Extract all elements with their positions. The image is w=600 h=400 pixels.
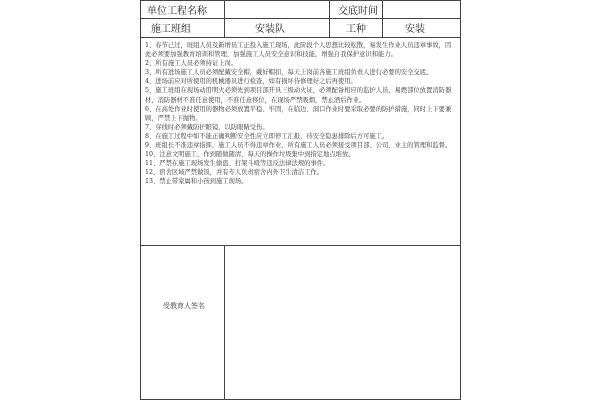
handover-time-field[interactable] <box>385 0 459 18</box>
project-name-label: 单位工程名称 <box>147 5 207 17</box>
list-item: 5、施工班组在现场动用明火必须先到项目部开具三级动火证，必须配备相应的监护人员，易燃部位放置消防器材，消防器材不准任意使用，不准任意移位，在现场严禁吸烟，禁止酒后作业。 <box>145 87 452 104</box>
list-item: 10、注意文明施工，作到随做随清，每天的操作垃圾集中到指定地点堆放。 <box>145 151 355 159</box>
signature-label: 受教育人签名 <box>163 302 205 310</box>
list-item: 3、所有进场施工人员必须配戴安全帽，戴好帽扣，每天上岗前各施工班组负责人进行必要的安全交底。 <box>145 69 433 77</box>
project-name-field[interactable] <box>227 0 327 18</box>
trade-value: 安装 <box>405 24 425 35</box>
row-divider <box>141 37 460 38</box>
team-value: 安装队 <box>255 24 285 35</box>
list-item: 2、所有施工人员必须持证上岗。 <box>145 60 238 68</box>
column-divider <box>224 245 225 400</box>
list-item: 8、在施工过程中如不能正确判断安全性应立即停工汇报，待安全隐患排除后方可施工。 <box>145 132 389 140</box>
list-item: 12、宿舍区域严禁做饭，并有专人负责宿舍内外卫生清洁工作。 <box>145 169 324 177</box>
briefing-items-list <box>145 41 456 187</box>
row-divider <box>141 245 460 246</box>
list-item: 1、春节已过，班组人员及新增员工正投入施工现场，此阶段个人思想比较松散，易发生作业人员违章事故，因此必须要加强教育培训和管理，加强施工人员安全意识和技能，增强自我保护意识和能力。 <box>145 42 452 59</box>
signature-field[interactable] <box>227 248 459 396</box>
column-divider <box>224 0 225 37</box>
list-item: 13、禁止带家属和小孩到施工现场。 <box>145 178 248 186</box>
list-item: 11、严禁在施工现场发生偷盗、打架斗殴等违反法律法规的事件。 <box>145 160 330 168</box>
list-item: 9、班组长不准违章指挥，施工人员不得违章作业，所有施工人员必须接受项目部、公司、业主的管理和监督。 <box>145 142 452 150</box>
list-item: 6、在高处作业时使用的器物必须放置平稳、牢固，在临边、洞口作业时要采取必要的防护措施，同时上下要兼顾，严禁上下抛物。 <box>145 105 452 122</box>
handover-time-label: 交底时间 <box>338 5 378 17</box>
list-item: 7、穿线时必须戴防护眼镜，以防眼睛受伤。 <box>145 123 269 131</box>
trade-label: 工种 <box>346 24 366 35</box>
list-item: 4、进场前应对所使用的机械器具进行检查，如有损坏待修理好之后再使用。 <box>145 78 357 86</box>
team-label: 施工班组 <box>151 24 191 35</box>
safety-briefing-form <box>140 0 461 400</box>
column-divider <box>329 0 330 37</box>
column-divider <box>382 0 383 37</box>
